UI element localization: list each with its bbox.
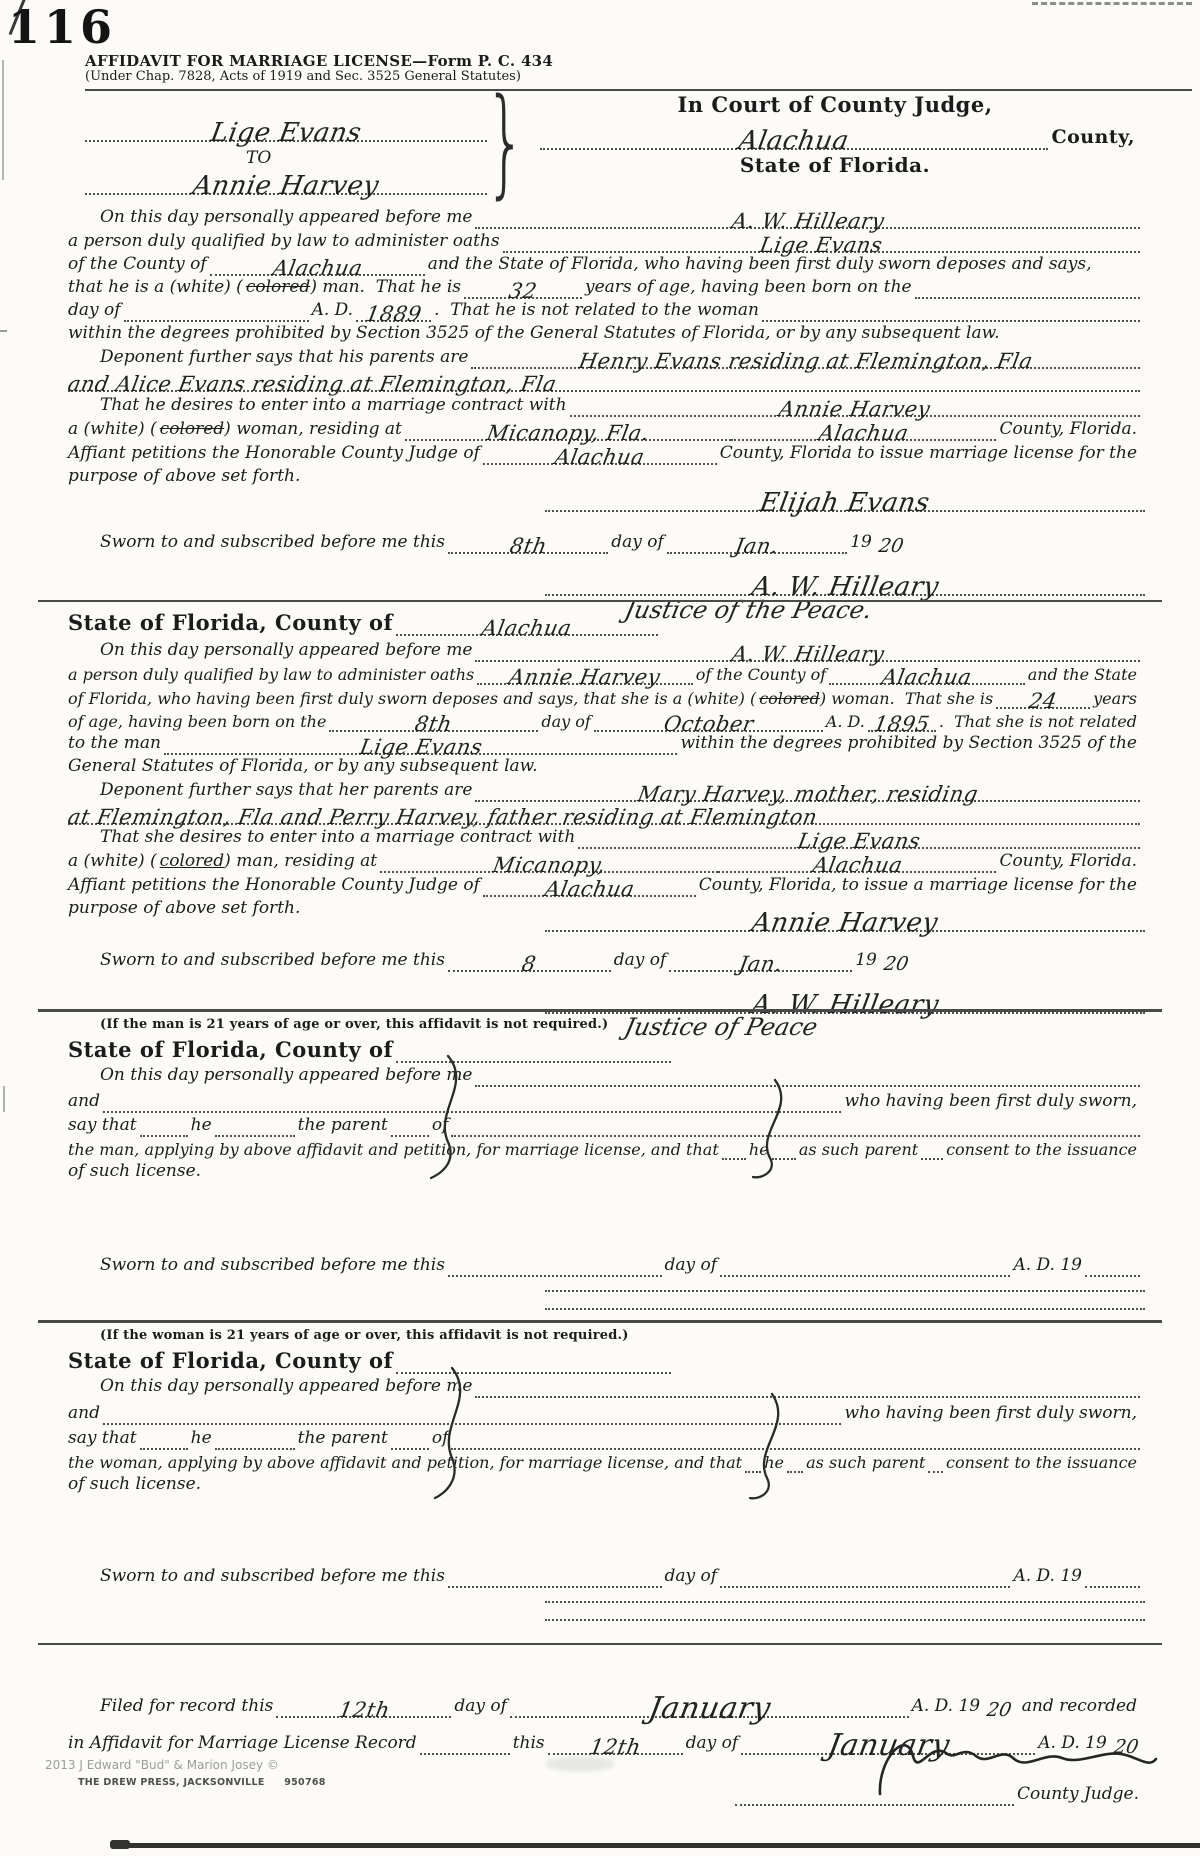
birth-year-fill (868, 704, 936, 736)
printed-text: day of (68, 300, 121, 321)
filed-month-fill (510, 1682, 909, 1726)
printed-text: as such parent (806, 1452, 926, 1472)
sworn-month-handwriting: Jan. (737, 952, 785, 976)
printed-text: of (431, 1115, 449, 1136)
printed-text: Sworn to and subscribed before me this (100, 532, 445, 553)
printed-text: Affiant petitions the Honorable County Judge of (68, 443, 480, 464)
sworn-month-fill (667, 522, 847, 558)
printed-text: who having been first duly sworn, (844, 1403, 1137, 1424)
wp-appeared-line (100, 1372, 1140, 1398)
residence-handwriting: Micanopy, (490, 853, 608, 877)
man-signature-handwriting: Elijah Evans (757, 488, 933, 518)
county-handwriting: Alachua (880, 665, 974, 689)
empty-fill (745, 1445, 761, 1473)
section-rule (38, 1320, 1162, 1323)
sworn-month-fill (669, 940, 852, 976)
printed-text: purpose of above set forth. (68, 898, 301, 919)
form-subtitle: (Under Chap. 7828, Acts of 1919 and Sec. 3525 General Statutes) (85, 69, 521, 84)
empty-fill (921, 1132, 943, 1160)
woman-parent-note: (If the woman is 21 years of age or over, this affidavit is not required.) (100, 1328, 629, 1343)
officer-signature-handwriting: A. W. Hilleary (749, 990, 941, 1020)
empty-fill (722, 1132, 746, 1160)
printed-text: of the County of (695, 664, 827, 684)
printed-text: . That he is not related to the woman (434, 300, 759, 321)
officer-signature-fill (545, 558, 1145, 602)
printed-text: day of (611, 532, 664, 553)
printed-text: ) man, residing at (224, 851, 378, 872)
section-header-text: State of Florida, County of (68, 609, 394, 635)
printed-text: the woman, applying by above affidavit and petition, for marriage license, and that (68, 1452, 743, 1472)
scan-artifact (118, 1843, 1200, 1848)
county-judge-signature-fill (735, 1778, 1014, 1806)
man-name-fill (503, 225, 1140, 257)
parents-handwriting-2: and Alice Evans residing at Flemington, Fla (65, 372, 559, 396)
record-day-fill (548, 1719, 683, 1759)
empty-fill (772, 1132, 796, 1160)
section-header-text: State of Florida, County of (68, 1347, 394, 1373)
county-label: County, (1051, 126, 1135, 149)
officer-title-handwriting-2: Justice of Peace (622, 1013, 821, 1041)
printed-text: day of (664, 1255, 718, 1276)
scan-artifact (2, 60, 4, 180)
caption-brace: } (484, 72, 527, 210)
officer-signature-line (545, 560, 1145, 602)
bride-name-fill (85, 159, 487, 201)
printed-text: That she desires to enter into a marriage contract with (100, 827, 576, 848)
section-rule (38, 1009, 1162, 1012)
wp-license-line (68, 1470, 1140, 1496)
bride-name-handwriting: Annie Harvey (190, 171, 382, 201)
petition-county-handwriting: Alachua (553, 445, 647, 469)
printed-text: A. D. 19 (1013, 1255, 1082, 1276)
birth-month-handwriting: October (661, 712, 756, 736)
printed-text: 19 (850, 532, 872, 553)
woman-section-header (68, 606, 638, 640)
struck-word: colored (159, 419, 225, 440)
groom-name-handwriting: Lige Evans (208, 118, 364, 148)
printed-text: say that (68, 1428, 137, 1449)
printed-text: to the man (68, 733, 161, 754)
empty-fill (475, 1059, 1140, 1087)
printed-text: day of (613, 950, 667, 971)
printed-text: the man, applying by above affidavit and petition, for marriage license, and that (68, 1139, 719, 1159)
filed-day-fill (276, 1682, 451, 1722)
record-month-handwriting: January (824, 1728, 953, 1763)
printed-text: Sworn to and subscribed before me this (100, 950, 445, 971)
officer-signature-handwriting: A. W. Hilleary (749, 572, 941, 602)
printed-text: who having been first duly sworn, (844, 1091, 1137, 1112)
officer-name-handwriting: A. W. Hilleary (729, 209, 886, 233)
groom-handwriting: Lige Evans (795, 829, 923, 853)
residence-county-handwriting: Alachua (816, 421, 911, 445)
section-header-text: State of Florida, County of (68, 1036, 394, 1062)
imprint-copyright: 2013 J Edward "Bud" & Marion Josey © (45, 1758, 279, 1772)
struck-word: colored (245, 277, 311, 298)
printed-text: of such license. (68, 1161, 202, 1182)
printed-text: day of (685, 1733, 739, 1754)
printed-text: ) woman. That she is (819, 688, 994, 708)
woman-name-handwriting: Annie Harvey (507, 665, 663, 689)
printed-text: this (512, 1733, 545, 1754)
printed-text: years of age, having been born on the (585, 277, 912, 298)
printed-text: County, Florida. (999, 851, 1138, 872)
printed-text: On this day personally appeared before me (100, 1376, 473, 1397)
printed-text: A. D. (311, 300, 354, 321)
age-fill (464, 271, 582, 303)
printed-text: purpose of above set forth. (68, 466, 301, 487)
empty-fill (787, 1445, 803, 1473)
printed-text: That he desires to enter into a marriage contract with (100, 395, 567, 416)
imprint-job-number: 950768 (284, 1777, 326, 1788)
printed-text: Deponent further says that her parents are (100, 780, 473, 801)
printed-text: 19 (855, 950, 877, 971)
printed-text: of Florida, who having been first duly sworn deposes and says, that she is a (white) ( (68, 688, 757, 708)
woman-signature-fill (545, 894, 1145, 938)
empty-fill (140, 1422, 188, 1450)
printed-text: and the State of Florida, who having been first duly sworn deposes and says, (427, 254, 1092, 275)
printed-text: consent to the issuance (946, 1139, 1138, 1159)
printed-text: County, Florida, to issue a marriage license for the (698, 875, 1137, 896)
woman-name-fill (477, 657, 692, 689)
printed-text: he (764, 1452, 784, 1472)
printed-text: day of (541, 711, 591, 731)
petition-county-fill (483, 869, 696, 901)
printed-text: A. D. 19 (911, 1696, 981, 1717)
birth-day-handwriting: 8th (413, 712, 455, 736)
empty-fill (215, 1109, 295, 1137)
man-name-fill (164, 727, 678, 759)
struck-word: colored (759, 688, 820, 708)
empty-fill (124, 294, 309, 322)
county-judge-line (735, 1780, 1142, 1806)
printed-text: the parent (297, 1115, 388, 1136)
empty-fill (928, 1445, 943, 1473)
record-year-handwriting: 20 (1111, 1736, 1141, 1758)
printed-text: On this day personally appeared before me (100, 1065, 473, 1086)
section-rule (38, 1643, 1162, 1645)
page-number: 116 (8, 0, 117, 54)
petition-county-handwriting: Alachua (542, 877, 637, 901)
man-sworn-line (100, 524, 906, 558)
scan-artifact (0, 330, 7, 332)
man-name-handwriting: Lige Evans (758, 233, 885, 257)
court-county-line (540, 118, 1138, 156)
scan-artifact (110, 1840, 130, 1849)
printed-text: a (white) ( (68, 851, 157, 872)
record-month-fill (741, 1719, 1035, 1763)
mp-license-line (68, 1157, 1140, 1183)
woman-signature-handwriting: Annie Harvey (749, 908, 941, 938)
sworn-year-handwriting: 20 (881, 953, 911, 975)
printed-text: as such parent (798, 1139, 919, 1159)
printed-text: of age, having been born on the (68, 711, 327, 731)
age-fill (996, 681, 1090, 713)
birth-year-fill (356, 294, 431, 326)
printed-text: A. D. 19 (1013, 1566, 1082, 1587)
age-handwriting: 32 (507, 279, 540, 303)
printed-text: On this day personally appeared before me (100, 640, 473, 661)
printed-text: On this day personally appeared before me (100, 207, 473, 228)
officer-name-handwriting: A. W. Hilleary (729, 642, 886, 666)
age-handwriting: 24 (1027, 689, 1060, 713)
sworn-year-handwriting: 20 (876, 535, 906, 557)
printed-text: County, Florida to issue marriage license for the (719, 443, 1137, 464)
printed-text: within the degrees prohibited by Section 3525 of the General Statutes of Florida, or by any subsequent law. (68, 323, 1000, 344)
printed-text: General Statutes of Florida, or by any subsequent law. (68, 756, 538, 777)
sworn-day-handwriting: 8 (520, 952, 539, 976)
empty-fill (140, 1109, 188, 1137)
residence-handwriting: Micanopy, Fla. (484, 421, 651, 445)
imprint-press (78, 1777, 326, 1788)
parents-handwriting-2: at Flemington, Fla and Perry Harvey, father residing at Flemington (65, 805, 820, 829)
bride-name-line (85, 161, 487, 201)
filed-day-handwriting: 12th (336, 1698, 392, 1722)
printed-text: he (190, 1115, 212, 1136)
printed-text: A. D. (825, 711, 865, 731)
printed-text: day of (664, 1566, 718, 1587)
printed-text: ) woman, residing at (224, 419, 402, 440)
residence-county-handwriting: Alachua (810, 853, 905, 877)
man-signature-fill (545, 474, 1145, 518)
wp-signature-line-2 (545, 1601, 1145, 1621)
sworn-month-handwriting: Jan. (733, 534, 781, 558)
mp-signature-line-2 (545, 1290, 1145, 1310)
woman-oaths-line (68, 659, 1140, 689)
printed-text: Filed for record this (100, 1696, 274, 1717)
printed-text: the parent (297, 1428, 388, 1449)
county-judge-label: County Judge. (1017, 1784, 1139, 1805)
empty-fill (103, 1397, 841, 1425)
parents-handwriting: Henry Evans residing at Flemington, Fla (576, 349, 1035, 373)
printed-text: a person duly qualified by law to administer oaths (68, 231, 500, 252)
county-handwriting: Alachua (270, 256, 365, 280)
printed-text: a person duly qualified by law to administer oaths (68, 664, 475, 684)
sworn-day-handwriting: 8th (507, 534, 549, 558)
petition-county-fill (483, 437, 717, 469)
empty-fill (420, 1719, 510, 1755)
printed-text: day of (454, 1696, 507, 1717)
filed-month-handwriting: January (645, 1691, 774, 1726)
printed-text: of (431, 1428, 449, 1449)
printed-text: ) man. That he is (310, 277, 461, 298)
printed-text: that he is a (white) ( (68, 277, 243, 298)
parents-fill-2 (65, 364, 1140, 396)
imprint-press-name: THE DREW PRESS, JACKSONVILLE (78, 1777, 265, 1788)
residence-county-fill (718, 845, 996, 877)
residence-county-fill (731, 413, 997, 445)
state-title: State of Florida. (739, 153, 931, 177)
empty-fill (545, 1288, 1145, 1310)
printed-text: and the State (1027, 664, 1137, 684)
mp-appeared-line (100, 1061, 1140, 1087)
empty-fill (475, 1370, 1140, 1398)
printed-text: within the degrees prohibited by Section 3525 of the (680, 733, 1137, 754)
printed-text: and (68, 1091, 100, 1112)
printed-text: Sworn to and subscribed before me this (100, 1255, 445, 1276)
court-county-handwriting: Alachua (736, 126, 852, 156)
form-title: AFFIDAVIT FOR MARRIAGE LICENSE—Form P. C. 434 (85, 52, 554, 70)
printed-text: County, Florida. (999, 419, 1138, 440)
printed-text: years (1093, 688, 1137, 708)
printed-text: of the County of (68, 254, 207, 275)
printed-text: . That she is not related (938, 711, 1137, 731)
sworn-day-fill (448, 522, 608, 558)
county-fill (210, 248, 425, 280)
empty-fill (391, 1109, 429, 1137)
printed-text: consent to the issuance (946, 1452, 1137, 1472)
header-rule (85, 89, 1192, 91)
birth-year-handwriting: 1895 (872, 712, 932, 736)
empty-fill (391, 1422, 429, 1450)
empty-fill (762, 294, 1140, 322)
header-county-handwriting: Alachua (480, 616, 574, 640)
court-title: In Court of County Judge, (677, 92, 993, 117)
scan-artifact (1032, 2, 1192, 5)
header-county-fill (396, 604, 658, 640)
sworn-day-fill (448, 940, 611, 976)
officer-title-handwriting: Justice of the Peace. (622, 596, 875, 624)
bride-handwriting: Annie Harvey (777, 397, 933, 421)
empty-fill (545, 1599, 1145, 1621)
printed-text: and (68, 1403, 100, 1424)
man-signature-line (545, 476, 1145, 518)
printed-text: Deponent further says that his parents are (100, 347, 469, 368)
court-county-fill (540, 116, 1048, 156)
printed-text: Affiant petitions the Honorable County Judge of (68, 875, 480, 896)
parents-handwriting: Mary Harvey, mother, residing (635, 782, 980, 806)
printed-text: he (748, 1139, 769, 1159)
printed-text: of such license. (68, 1474, 202, 1495)
printed-text: A. D. 19 (1038, 1733, 1107, 1754)
printed-text: Sworn to and subscribed before me this (100, 1566, 445, 1587)
printed-text: TO (246, 148, 272, 169)
groom-name-fill (85, 106, 487, 148)
empty-fill (215, 1422, 295, 1450)
printed-text: say that (68, 1115, 137, 1136)
man-parent-note: (If the man is 21 years of age or over, this affidavit is not required.) (100, 1017, 609, 1032)
woman-sworn-line (100, 942, 911, 976)
man-name-handwriting: Lige Evans (357, 735, 485, 759)
filed-line (100, 1684, 1140, 1726)
filed-year-handwriting: 20 (985, 1699, 1014, 1721)
scan-artifact (3, 1086, 5, 1112)
woman-signature-line (545, 896, 1145, 938)
printed-text: he (190, 1428, 212, 1449)
section-rule (38, 600, 1162, 602)
printed-text: a (white) ( (68, 419, 157, 440)
recorded-line (68, 1721, 1141, 1763)
underlined-word: colored (159, 851, 225, 872)
groom-name-line (85, 108, 487, 148)
printed-text: and recorded (1016, 1696, 1137, 1717)
printed-text: in Affidavit for Marriage License Record (68, 1733, 417, 1754)
birth-year-handwriting: 1889 (363, 302, 424, 326)
record-day-handwriting: 12th (587, 1735, 643, 1759)
